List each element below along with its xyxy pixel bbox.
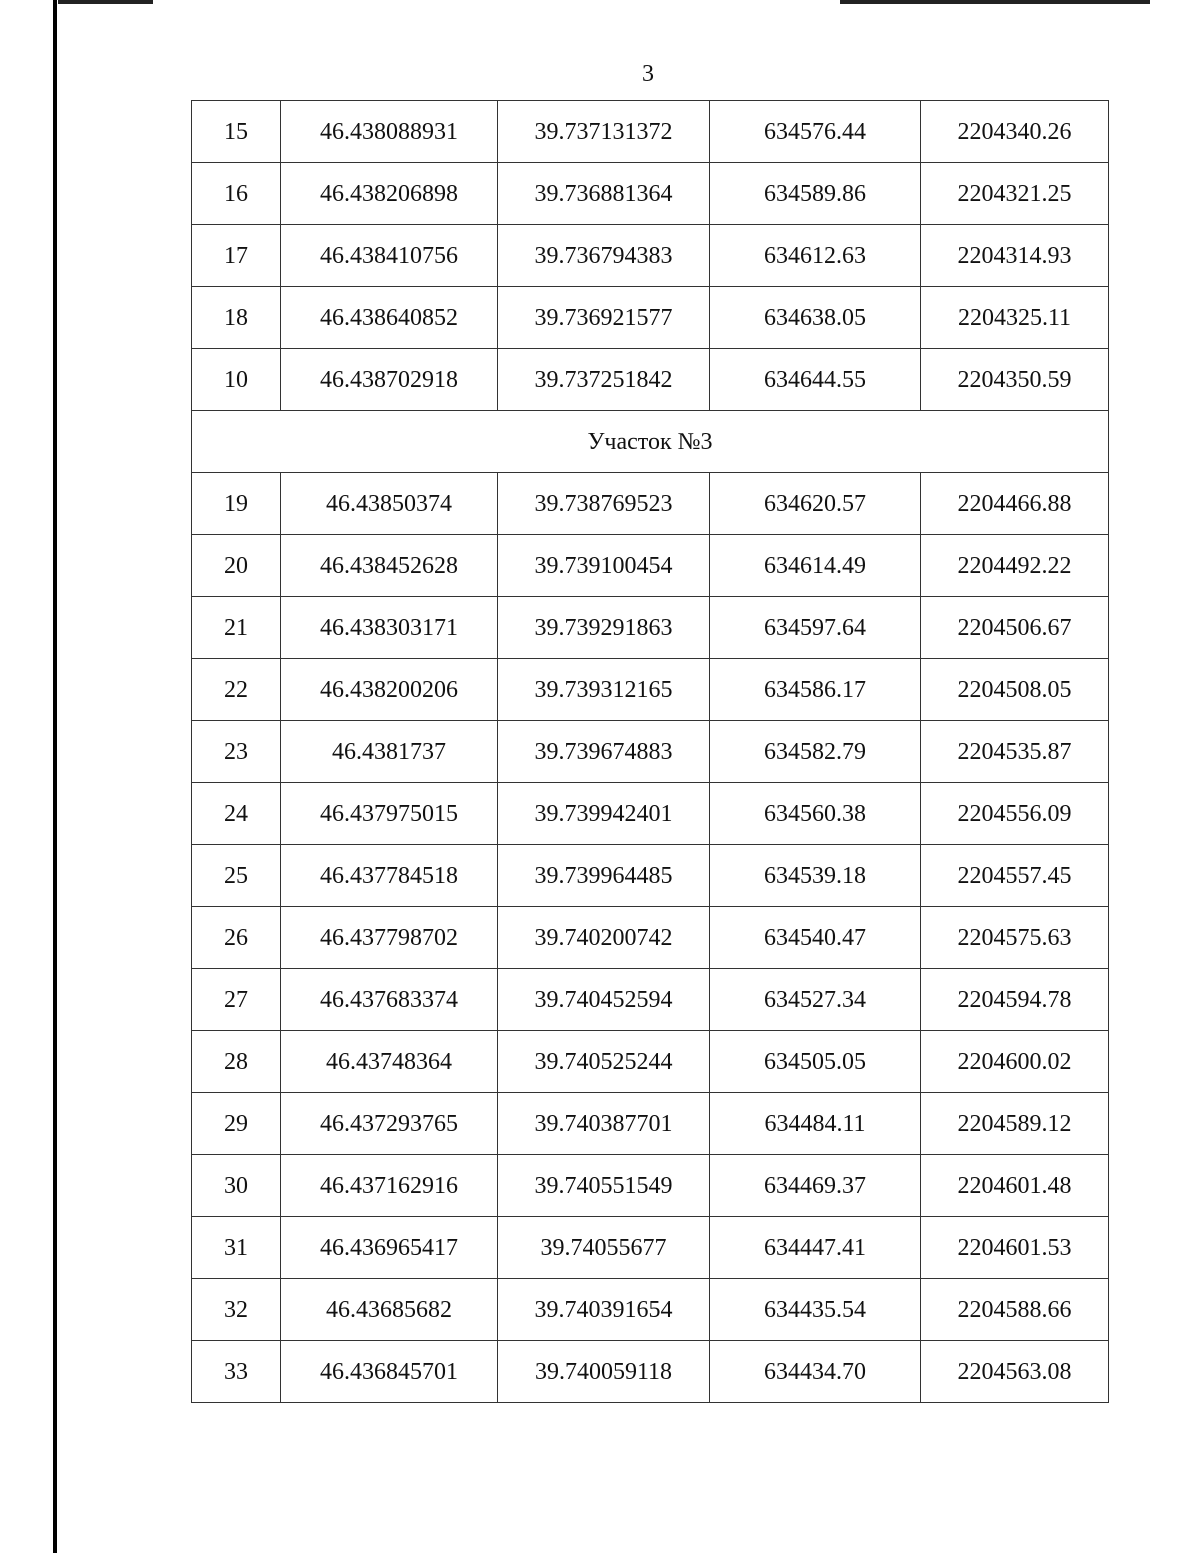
x-coordinate-cell: 634469.37 bbox=[710, 1155, 921, 1217]
x-coordinate-cell: 634597.64 bbox=[710, 597, 921, 659]
x-coordinate-cell: 634527.34 bbox=[710, 969, 921, 1031]
table-row bbox=[192, 287, 1109, 349]
latitude-cell: 46.438088931 bbox=[281, 101, 498, 163]
longitude-cell: 39.737131372 bbox=[498, 101, 710, 163]
x-coordinate-cell: 634586.17 bbox=[710, 659, 921, 721]
longitude-cell: 39.739942401 bbox=[498, 783, 710, 845]
scan-top-mark-left bbox=[58, 0, 153, 4]
table-row bbox=[192, 597, 1109, 659]
x-coordinate-cell: 634539.18 bbox=[710, 845, 921, 907]
point-number-cell: 21 bbox=[192, 597, 281, 659]
y-coordinate-cell: 2204600.02 bbox=[921, 1031, 1109, 1093]
latitude-cell: 46.4381737 bbox=[281, 721, 498, 783]
coordinates-table-body bbox=[192, 101, 1109, 1403]
x-coordinate-cell: 634589.86 bbox=[710, 163, 921, 225]
latitude-cell: 46.43850374 bbox=[281, 473, 498, 535]
y-coordinate-cell: 2204506.67 bbox=[921, 597, 1109, 659]
x-coordinate-cell: 634434.70 bbox=[710, 1341, 921, 1403]
latitude-cell: 46.436965417 bbox=[281, 1217, 498, 1279]
table-row bbox=[192, 535, 1109, 597]
longitude-cell: 39.736881364 bbox=[498, 163, 710, 225]
longitude-cell: 39.740452594 bbox=[498, 969, 710, 1031]
y-coordinate-cell: 2204575.63 bbox=[921, 907, 1109, 969]
table-row bbox=[192, 1217, 1109, 1279]
longitude-cell: 39.740387701 bbox=[498, 1093, 710, 1155]
longitude-cell: 39.736794383 bbox=[498, 225, 710, 287]
point-number-cell: 17 bbox=[192, 225, 281, 287]
x-coordinate-cell: 634484.11 bbox=[710, 1093, 921, 1155]
longitude-cell: 39.739100454 bbox=[498, 535, 710, 597]
table-row bbox=[192, 349, 1109, 411]
longitude-cell: 39.740391654 bbox=[498, 1279, 710, 1341]
x-coordinate-cell: 634435.54 bbox=[710, 1279, 921, 1341]
latitude-cell: 46.437162916 bbox=[281, 1155, 498, 1217]
latitude-cell: 46.438200206 bbox=[281, 659, 498, 721]
point-number-cell: 25 bbox=[192, 845, 281, 907]
x-coordinate-cell: 634614.49 bbox=[710, 535, 921, 597]
longitude-cell: 39.739674883 bbox=[498, 721, 710, 783]
point-number-cell: 24 bbox=[192, 783, 281, 845]
latitude-cell: 46.437784518 bbox=[281, 845, 498, 907]
x-coordinate-cell: 634644.55 bbox=[710, 349, 921, 411]
table-row bbox=[192, 721, 1109, 783]
y-coordinate-cell: 2204325.11 bbox=[921, 287, 1109, 349]
table-row bbox=[192, 473, 1109, 535]
point-number-cell: 32 bbox=[192, 1279, 281, 1341]
longitude-cell: 39.74055677 bbox=[498, 1217, 710, 1279]
x-coordinate-cell: 634447.41 bbox=[710, 1217, 921, 1279]
longitude-cell: 39.740059118 bbox=[498, 1341, 710, 1403]
longitude-cell: 39.740525244 bbox=[498, 1031, 710, 1093]
point-number-cell: 20 bbox=[192, 535, 281, 597]
latitude-cell: 46.437798702 bbox=[281, 907, 498, 969]
page-number: 3 bbox=[642, 61, 654, 87]
latitude-cell: 46.43748364 bbox=[281, 1031, 498, 1093]
point-number-cell: 31 bbox=[192, 1217, 281, 1279]
longitude-cell: 39.739312165 bbox=[498, 659, 710, 721]
x-coordinate-cell: 634505.05 bbox=[710, 1031, 921, 1093]
point-number-cell: 18 bbox=[192, 287, 281, 349]
point-number-cell: 33 bbox=[192, 1341, 281, 1403]
longitude-cell: 39.739964485 bbox=[498, 845, 710, 907]
coordinates-table bbox=[191, 100, 1109, 1403]
latitude-cell: 46.437293765 bbox=[281, 1093, 498, 1155]
table-row bbox=[192, 225, 1109, 287]
x-coordinate-cell: 634576.44 bbox=[710, 101, 921, 163]
scan-left-edge-bar bbox=[53, 0, 57, 1553]
y-coordinate-cell: 2204340.26 bbox=[921, 101, 1109, 163]
table-row bbox=[192, 1279, 1109, 1341]
table-row bbox=[192, 1031, 1109, 1093]
x-coordinate-cell: 634582.79 bbox=[710, 721, 921, 783]
table-row bbox=[192, 845, 1109, 907]
point-number-cell: 15 bbox=[192, 101, 281, 163]
point-number-cell: 22 bbox=[192, 659, 281, 721]
y-coordinate-cell: 2204508.05 bbox=[921, 659, 1109, 721]
y-coordinate-cell: 2204589.12 bbox=[921, 1093, 1109, 1155]
table-row bbox=[192, 783, 1109, 845]
table-row bbox=[192, 969, 1109, 1031]
latitude-cell: 46.438303171 bbox=[281, 597, 498, 659]
y-coordinate-cell: 2204563.08 bbox=[921, 1341, 1109, 1403]
point-number-cell: 19 bbox=[192, 473, 281, 535]
point-number-cell: 16 bbox=[192, 163, 281, 225]
x-coordinate-cell: 634620.57 bbox=[710, 473, 921, 535]
y-coordinate-cell: 2204601.53 bbox=[921, 1217, 1109, 1279]
longitude-cell: 39.740200742 bbox=[498, 907, 710, 969]
section-header-row bbox=[192, 411, 1109, 473]
longitude-cell: 39.737251842 bbox=[498, 349, 710, 411]
x-coordinate-cell: 634638.05 bbox=[710, 287, 921, 349]
longitude-cell: 39.738769523 bbox=[498, 473, 710, 535]
x-coordinate-cell: 634540.47 bbox=[710, 907, 921, 969]
y-coordinate-cell: 2204321.25 bbox=[921, 163, 1109, 225]
x-coordinate-cell: 634612.63 bbox=[710, 225, 921, 287]
table-row bbox=[192, 163, 1109, 225]
y-coordinate-cell: 2204466.88 bbox=[921, 473, 1109, 535]
table-row bbox=[192, 1155, 1109, 1217]
y-coordinate-cell: 2204601.48 bbox=[921, 1155, 1109, 1217]
scan-top-mark-right bbox=[840, 0, 1150, 4]
section-title: Участок №3 bbox=[192, 411, 1109, 473]
y-coordinate-cell: 2204557.45 bbox=[921, 845, 1109, 907]
point-number-cell: 27 bbox=[192, 969, 281, 1031]
latitude-cell: 46.438702918 bbox=[281, 349, 498, 411]
table-row bbox=[192, 1093, 1109, 1155]
y-coordinate-cell: 2204350.59 bbox=[921, 349, 1109, 411]
y-coordinate-cell: 2204492.22 bbox=[921, 535, 1109, 597]
point-number-cell: 26 bbox=[192, 907, 281, 969]
latitude-cell: 46.438640852 bbox=[281, 287, 498, 349]
point-number-cell: 28 bbox=[192, 1031, 281, 1093]
longitude-cell: 39.740551549 bbox=[498, 1155, 710, 1217]
latitude-cell: 46.438410756 bbox=[281, 225, 498, 287]
table-row bbox=[192, 659, 1109, 721]
y-coordinate-cell: 2204588.66 bbox=[921, 1279, 1109, 1341]
latitude-cell: 46.438452628 bbox=[281, 535, 498, 597]
point-number-cell: 23 bbox=[192, 721, 281, 783]
x-coordinate-cell: 634560.38 bbox=[710, 783, 921, 845]
latitude-cell: 46.436845701 bbox=[281, 1341, 498, 1403]
y-coordinate-cell: 2204535.87 bbox=[921, 721, 1109, 783]
latitude-cell: 46.437683374 bbox=[281, 969, 498, 1031]
latitude-cell: 46.437975015 bbox=[281, 783, 498, 845]
point-number-cell: 30 bbox=[192, 1155, 281, 1217]
point-number-cell: 29 bbox=[192, 1093, 281, 1155]
latitude-cell: 46.438206898 bbox=[281, 163, 498, 225]
latitude-cell: 46.43685682 bbox=[281, 1279, 498, 1341]
y-coordinate-cell: 2204314.93 bbox=[921, 225, 1109, 287]
table-row bbox=[192, 1341, 1109, 1403]
y-coordinate-cell: 2204594.78 bbox=[921, 969, 1109, 1031]
longitude-cell: 39.736921577 bbox=[498, 287, 710, 349]
table-row bbox=[192, 101, 1109, 163]
y-coordinate-cell: 2204556.09 bbox=[921, 783, 1109, 845]
table-row bbox=[192, 907, 1109, 969]
longitude-cell: 39.739291863 bbox=[498, 597, 710, 659]
point-number-cell: 10 bbox=[192, 349, 281, 411]
